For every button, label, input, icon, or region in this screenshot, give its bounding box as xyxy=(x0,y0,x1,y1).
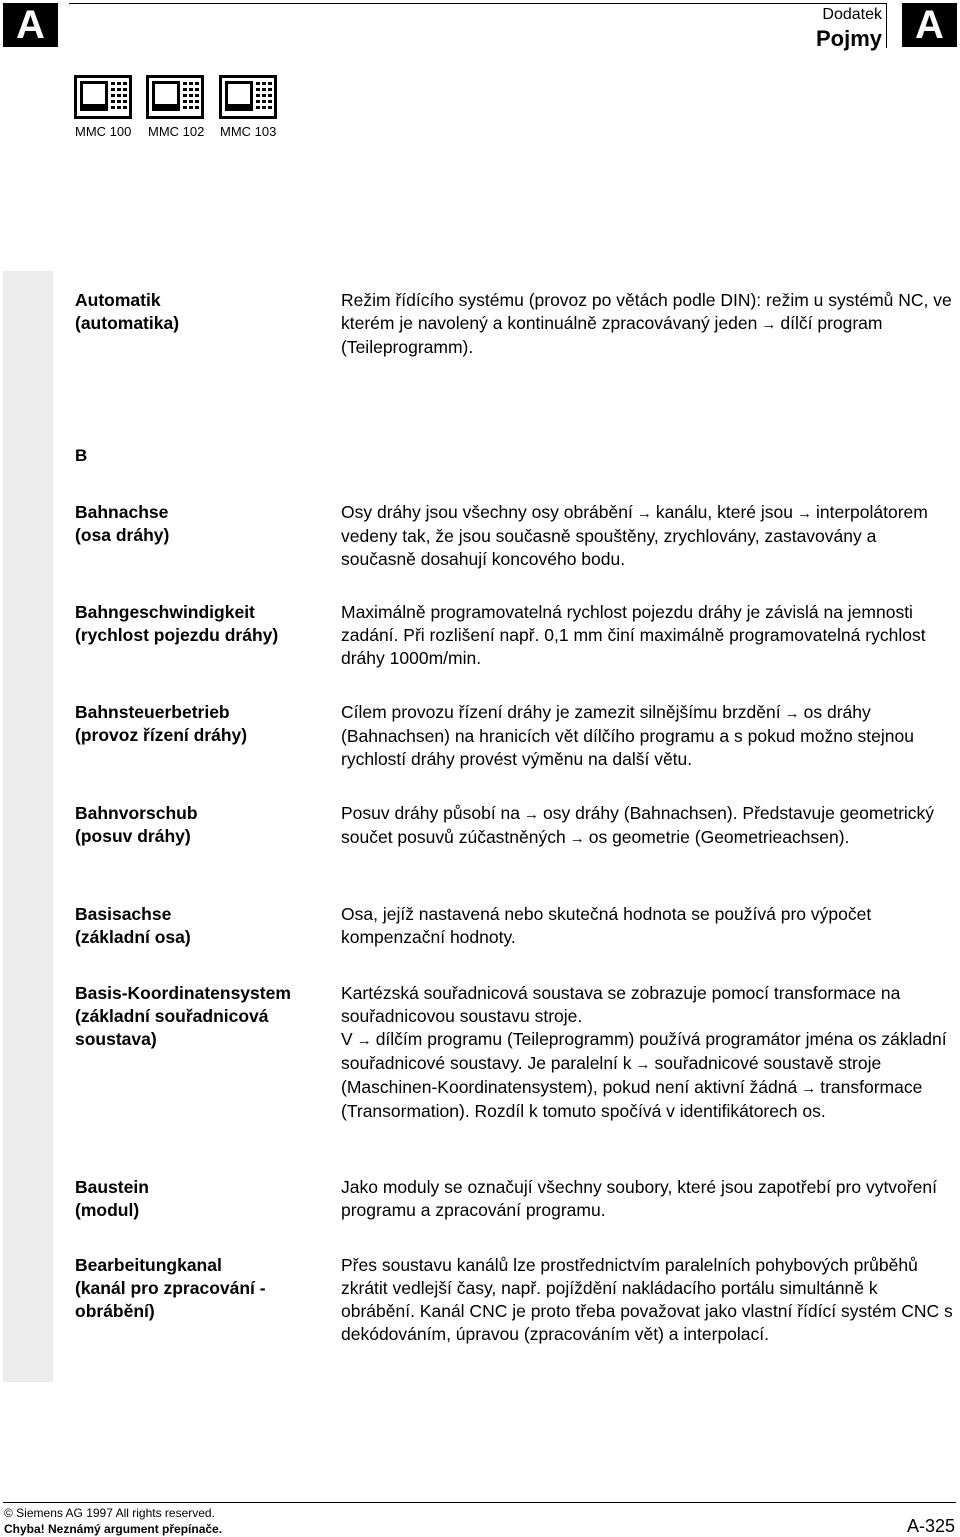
term-bahngeschwindigkeit: Bahngeschwindigkeit (rychlost pojezdu dráhy) xyxy=(75,602,279,645)
footer-error-note: Chyba! Neznámý argument přepínače. xyxy=(4,1522,223,1536)
arrow-right-icon: → xyxy=(797,505,812,522)
term-automatik: Automatik (automatika) xyxy=(75,290,180,333)
section-letter-b: B xyxy=(75,446,88,465)
page-number: A-325 xyxy=(906,1516,955,1536)
desc-text: Posuv dráhy působí na xyxy=(341,803,521,823)
desc-text: souřadnicové soustavě stroje (Maschinen-Koordinatensystem), pokud není aktivní žádná xyxy=(341,1053,882,1097)
desc-text: transformace (Transormation). Rozdíl k tomuto spočívá v identifikátorech os. xyxy=(341,1077,923,1121)
arrow-right-icon: → xyxy=(569,830,585,847)
arrow-right-icon: → xyxy=(801,1080,817,1097)
footer-rule xyxy=(3,1502,956,1503)
desc-text: dílčí program (Teileprogramm). xyxy=(341,313,883,357)
desc-text: Osa, jejíž nastavená nebo skutečná hodnota se používá pro výpočet kompenzační hodnoty. xyxy=(341,904,872,947)
desc-text: Jako moduly se označují všechny soubory, které jsou zapotřebí pro vytvoření programu a zpracování programu. xyxy=(341,1177,937,1220)
term-bahnachse: Bahnachse (osa dráhy) xyxy=(75,502,170,545)
term-basisachse: Basisachse (základní osa) xyxy=(75,904,191,947)
mmc102-label: MMC 102 xyxy=(148,124,205,139)
footer-copyright: © Siemens AG 1997 All rights reserved. xyxy=(4,1506,215,1520)
desc-text: Kartézská souřadnicová soustava se zobrazuje pomocí transformace na souřadnicovou soustavu stroje. xyxy=(341,983,901,1026)
desc-text: Osy dráhy jsou všechny osy obrábění xyxy=(341,502,633,522)
term-bahnsteuerbetrieb: Bahnsteuerbetrieb (provoz řízení dráhy) xyxy=(75,702,248,745)
desc-bahnachse xyxy=(341,501,956,571)
mmc100-icon xyxy=(74,75,132,119)
header-section: Dodatek xyxy=(822,6,882,23)
desc-text: kanálu, které jsou xyxy=(655,502,793,522)
desc-text: interpolátorem vedeny tak, že jsou současně spouštěny, zrychlovány, zastavovány a současně dosahují koncového bodu. xyxy=(341,502,928,569)
header-title: Pojmy xyxy=(815,26,882,51)
desc-automatik xyxy=(341,289,956,359)
page-header xyxy=(69,3,887,51)
desc-bahngeschwindigkeit xyxy=(341,601,956,670)
arrow-right-icon: → xyxy=(636,505,652,522)
mmc100-label: MMC 100 xyxy=(75,124,132,139)
desc-baustein xyxy=(341,1176,956,1222)
arrow-right-icon: → xyxy=(356,1032,372,1049)
section-badge-left: A xyxy=(3,3,58,47)
term-bearbeitungkanal: Bearbeitungkanal (kanál pro zpracování - obrábění) xyxy=(75,1255,266,1321)
desc-text: osy dráhy (Bahnachsen). Představuje geometrický součet posuvů zúčastněných xyxy=(341,803,935,847)
mmc103-label: MMC 103 xyxy=(220,124,277,139)
mmc103-icon xyxy=(219,75,277,119)
term-basis-koordinatensystem: Basis-Koordinatensystem (základní souřadnicová soustava) xyxy=(75,983,291,1049)
desc-text: dílčím programu (Teileprogramm) používá programátor jména os základní souřadnicové soustavy. Je paralelní k xyxy=(341,1029,947,1073)
desc-bearbeitungkanal xyxy=(341,1254,956,1346)
desc-basis-koordinatensystem xyxy=(341,982,956,1123)
section-badge-right: A xyxy=(902,3,957,47)
arrow-right-icon: → xyxy=(524,806,540,823)
desc-basisachse xyxy=(341,903,956,949)
desc-text: os dráhy (Bahnachsen) na hranicích vět dílčího programu a s pokud možno stejnou rychlostí dráhy provést výměnu na další větu. xyxy=(341,702,914,769)
desc-text: Cílem provozu řízení dráhy je zamezit silnějšímu brzdění xyxy=(341,702,781,722)
desc-text: Režim řídícího systému (provoz po větách podle DIN): režim u systémů NC, ve kterém je navolený a kontinuálně zpracovávaný jeden xyxy=(341,290,952,333)
desc-text: Přes soustavu kanálů lze prostřednictvím paralelních pohybových průběhů zkrátit vedlejší časy, např. pojíždění nakládacího portálu simultánně k obrábění. Kanál CNC je proto třeba považovat jako vlastní řídící systém CNC s dekódováním, úpravou (zpracováním vět) a interpolací. xyxy=(341,1255,953,1344)
desc-bahnvorschub xyxy=(341,802,956,850)
arrow-right-icon: → xyxy=(784,705,800,722)
desc-bahnsteuerbetrieb xyxy=(341,701,956,771)
arrow-right-icon: → xyxy=(635,1056,651,1073)
arrow-right-icon: → xyxy=(761,316,777,333)
term-bahnvorschub: Bahnvorschub (posuv dráhy) xyxy=(75,803,198,846)
desc-text: Maximálně programovatelná rychlost pojezdu dráhy je závislá na jemnosti zadání. Při rozlišení např. 0,1 mm činí maximálně programovatelná rychlost dráhy 1000m/min. xyxy=(341,602,926,668)
term-baustein: Baustein (modul) xyxy=(75,1177,149,1220)
margin-bar xyxy=(3,271,53,1382)
mmc102-icon xyxy=(146,75,204,119)
desc-text: V xyxy=(341,1029,353,1049)
desc-text: os geometrie (Geometrieachsen). xyxy=(588,827,850,847)
